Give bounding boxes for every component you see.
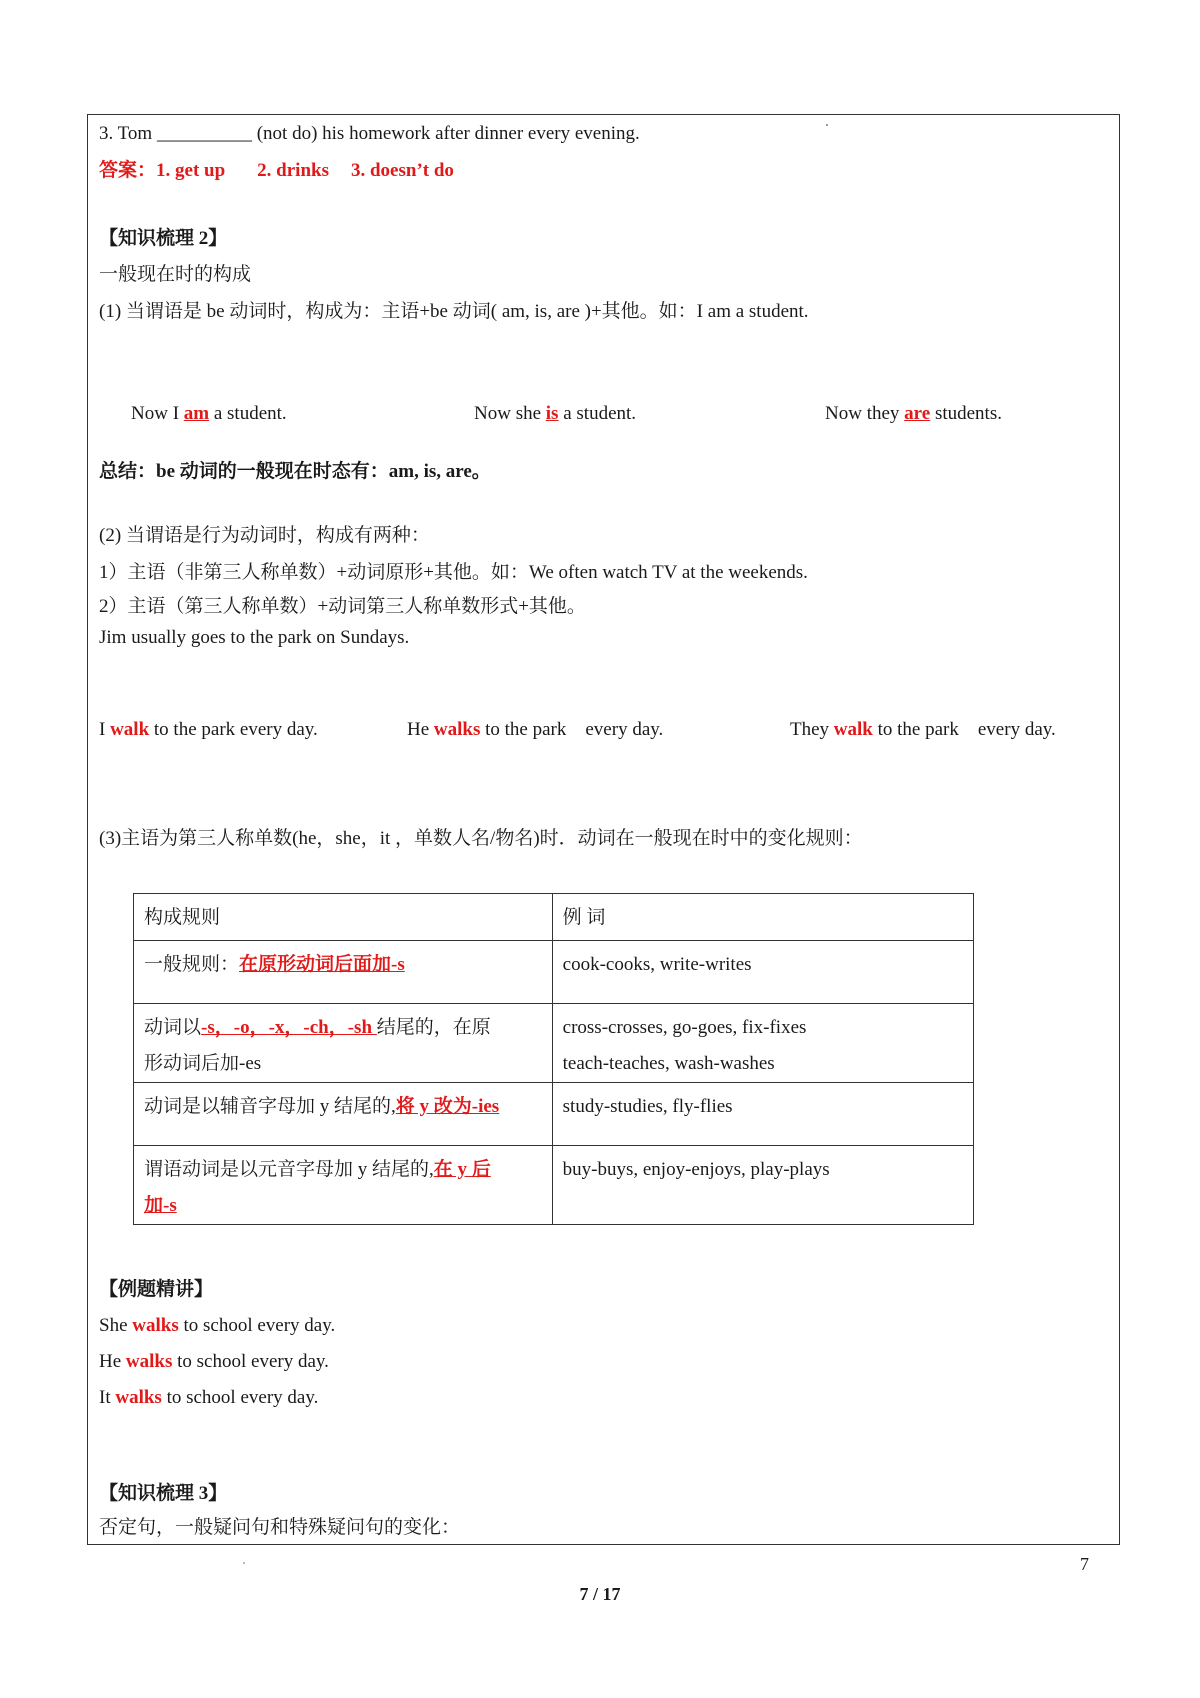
verb-am: am bbox=[183, 403, 210, 424]
example-walk-they bbox=[790, 718, 1056, 742]
section-2-subtitle: 一般现在时的构成 bbox=[99, 264, 252, 285]
q3-suffix: (not do) his homework after dinner every evening. bbox=[251, 123, 640, 144]
example-she-pre: She bbox=[99, 1315, 133, 1336]
rule-2b-example: Jim usually goes to the park on Sundays. bbox=[99, 627, 410, 648]
example-walks-he bbox=[407, 718, 663, 742]
verb-is: is bbox=[545, 403, 559, 424]
rule-cell bbox=[134, 1004, 553, 1083]
example-she-post: to school every day. bbox=[178, 1315, 336, 1336]
example-cell: study-studies, fly-flies bbox=[552, 1083, 973, 1146]
rule-text: 谓语动词是以元音字母加 y 结尾的, bbox=[144, 1159, 434, 1180]
section-3-heading: 【知识梳理 3】 bbox=[99, 1483, 228, 1504]
example-are-pre: Now they bbox=[825, 403, 905, 424]
example-is-pre: Now she bbox=[474, 403, 546, 424]
example-it-pre: It bbox=[99, 1387, 116, 1408]
table-row bbox=[134, 941, 974, 1004]
question-3 bbox=[99, 122, 640, 146]
table-header-example: 例 词 bbox=[552, 894, 973, 941]
walks-he-pre: He bbox=[407, 719, 434, 740]
answer-1: 1. get up bbox=[156, 160, 226, 181]
verb-walk: walk bbox=[833, 719, 873, 740]
rule-cell bbox=[134, 1146, 553, 1225]
rule-highlight: -s，-o，-x，-ch，-sh bbox=[201, 1017, 377, 1038]
example-is-post: a student. bbox=[558, 403, 637, 424]
example-am-pre: Now I bbox=[131, 403, 184, 424]
example-it-post: to school every day. bbox=[161, 1387, 319, 1408]
example-am-post: a student. bbox=[209, 403, 287, 424]
example-he-post: to school every day. bbox=[172, 1351, 329, 1372]
answer-3: 3. doesn’t do bbox=[350, 160, 454, 181]
example-cell: buy-buys, enjoy-enjoys, play-plays bbox=[552, 1146, 973, 1225]
summary: 总结：be 动词的一般现在时态有：am, is, are。 bbox=[99, 461, 491, 482]
example-text: teach-teaches, wash-washes bbox=[562, 1053, 775, 1074]
rule-2: (2) 当谓语是行为动词时，构成有两种： bbox=[99, 525, 430, 546]
rule-text: 动词以 bbox=[144, 1017, 202, 1038]
rule-text: 动词是以辅音字母加 y 结尾的, bbox=[144, 1096, 396, 1117]
rule-2a: 1）主语（非第三人称单数）+动词原形+其他。如：We often watch TV at the weekends. bbox=[99, 562, 808, 583]
example-cell bbox=[552, 1004, 973, 1083]
example-it bbox=[99, 1386, 318, 1410]
section-2-heading: 【知识梳理 2】 bbox=[99, 228, 228, 249]
verb-walk: walk bbox=[110, 719, 150, 740]
rule-text: 结尾的，在原 bbox=[376, 1017, 491, 1038]
verb-walks: walks bbox=[433, 719, 481, 740]
rule-highlight: 加-s bbox=[144, 1195, 177, 1216]
rule-highlight: 将 y 改为-ies bbox=[395, 1096, 500, 1117]
rule-text: 形动词后加-es bbox=[144, 1053, 262, 1074]
verb-are: are bbox=[904, 403, 931, 424]
example-am bbox=[131, 402, 287, 426]
page-counter: 7 / 17 bbox=[579, 1584, 621, 1604]
table-row bbox=[134, 1004, 974, 1083]
rule-3: (3)主语为第三人称单数(he，she，it ，单数人名/物名)时．动词在一般现在时中的变化规则： bbox=[99, 828, 863, 849]
examples-heading: 【例题精讲】 bbox=[99, 1279, 214, 1300]
example-cell: cook-cooks, write-writes bbox=[552, 941, 973, 1004]
rule-1: (1) 当谓语是 be 动词时，构成为：主语+be 动词( am, is, are )+其他。如：I am a student. bbox=[99, 301, 809, 322]
walk-they-pre: They bbox=[790, 719, 834, 740]
conjugation-rules-table bbox=[133, 893, 974, 1225]
answer-2: 2. drinks bbox=[257, 160, 329, 181]
example-is bbox=[474, 402, 636, 426]
speck bbox=[243, 1562, 245, 1564]
example-are bbox=[825, 402, 1002, 426]
walk-i-post: to the park every day. bbox=[149, 719, 318, 740]
page-number: 7 bbox=[1080, 1554, 1089, 1574]
walk-they-post: to the park every day. bbox=[872, 719, 1056, 740]
verb-walks: walks bbox=[132, 1315, 179, 1336]
table-row bbox=[134, 1146, 974, 1225]
rule-text: 一般规则： bbox=[144, 954, 240, 975]
q3-blank: __________ bbox=[156, 123, 252, 144]
table-row bbox=[134, 1083, 974, 1146]
rule-cell bbox=[134, 941, 553, 1004]
section-3-subtitle: 否定句，一般疑问句和特殊疑问句的变化： bbox=[99, 1517, 461, 1538]
table-header-rule: 构成规则 bbox=[134, 894, 553, 941]
rule-highlight: 在原形动词后面加-s bbox=[239, 954, 405, 975]
example-she bbox=[99, 1314, 335, 1338]
q3-prefix: 3. Tom bbox=[99, 123, 157, 144]
walk-i-pre: I bbox=[99, 719, 111, 740]
walks-he-post: to the park every day. bbox=[480, 719, 664, 740]
example-text: cross-crosses, go-goes, fix-fixes bbox=[562, 1017, 807, 1038]
rule-cell bbox=[134, 1083, 553, 1146]
example-he bbox=[99, 1350, 329, 1374]
answer-line bbox=[99, 159, 454, 183]
table-header-row bbox=[134, 894, 974, 941]
verb-walks: walks bbox=[125, 1351, 173, 1372]
example-are-post: students. bbox=[930, 403, 1002, 424]
answer-label: 答案： bbox=[99, 160, 157, 181]
example-walk-i bbox=[99, 718, 318, 742]
rule-2b: 2）主语（第三人称单数）+动词第三人称单数形式+其他。 bbox=[99, 596, 586, 617]
verb-walks: walks bbox=[115, 1387, 162, 1408]
speck bbox=[826, 124, 828, 126]
example-he-pre: He bbox=[99, 1351, 126, 1372]
rule-highlight: 在 y 后 bbox=[433, 1159, 491, 1180]
